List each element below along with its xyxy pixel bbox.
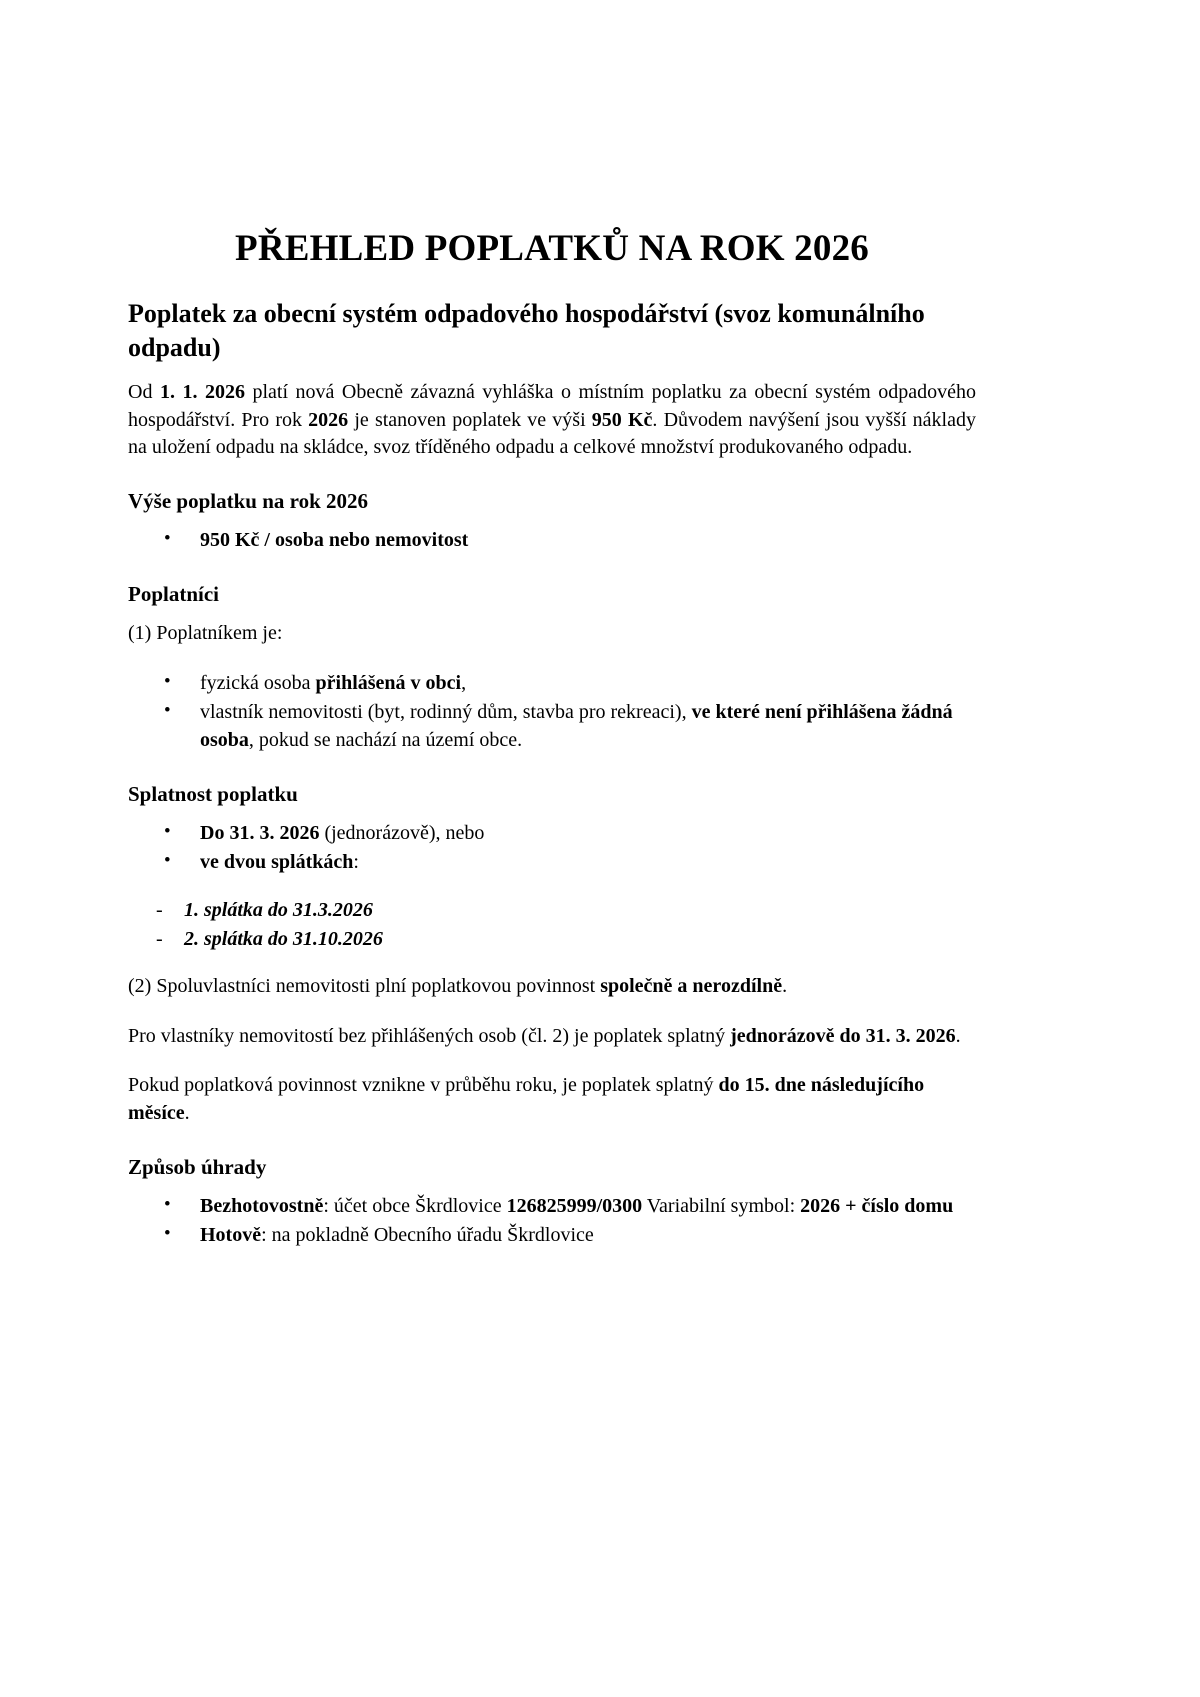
coowners-bold: společně a nerozdílně [600,975,783,998]
list-item [128,820,976,848]
list-item [128,670,976,698]
payment-transfer-label: Bezhotovostně [200,1194,324,1217]
paragraph-coowners [128,973,976,1001]
document-content [128,228,976,1270]
due-2-seg-1: : [353,851,359,874]
payment-account-number: 126825999/0300 [506,1194,643,1217]
payment-cash-label: Hotově [200,1224,262,1247]
payment-cash-seg-1: : na pokladně Obecního úřadu Škrdlovice [261,1224,594,1247]
owners-seg-1: Pro vlastníky nemovitostí bez přihlášených osob (čl. 2) je poplatek splatný [128,1024,731,1047]
list-item [128,849,976,877]
section-heading-waste-fee: Poplatek za obecní systém odpadového hospodářství (svoz komunálního odpadu) [128,298,925,362]
due-date-list [128,820,976,877]
intro-seg-3: je stanoven poplatek ve výši [348,408,592,431]
subheading-due-date: Splatnost poplatku [128,781,298,806]
list-item [128,527,976,555]
payment-method-list [128,1193,976,1250]
intro-bold-amount: 950 Kč [591,408,653,431]
payment-variable-symbol: 2026 + číslo domu [800,1194,954,1217]
list-item [128,1193,976,1221]
due-1-seg-1: (jednorázově), nebo [319,821,485,844]
payers-intro: (1) Poplatníkem je: [128,622,283,645]
payer-1-seg-1: fyzická osoba [200,671,316,694]
paragraph-midyear [128,1072,976,1127]
intro-bold-year: 2026 [308,408,349,431]
payment-transfer-seg-2: Variabilní symbol: [642,1194,801,1217]
intro-seg-2: platí nová Obecně závazná vyhláška o místním poplatku za obecní systém odpadového hospodářství. Pro rok [128,381,976,431]
due-2-bold: ve dvou splátkách [200,851,354,874]
intro-seg-1: Od [128,381,160,404]
payer-2-seg-2: , pokud se nachází na území obce. [248,728,523,751]
list-item: - 1. splátka do 31.3.2026 [128,897,976,925]
midyear-bold: do 15. dne následujícího měsíce [128,1074,925,1124]
subheading-payers: Poplatníci [128,581,220,606]
owners-seg-2: . [955,1024,961,1047]
payer-1-bold: přihlášená v obci [315,671,462,694]
midyear-seg-1: Pokud poplatková povinnost vznikne v průběhu roku, je poplatek splatný [128,1074,719,1097]
intro-bold-date: 1. 1. 2026 [159,381,245,404]
intro-seg-4: . Důvodem navýšení jsou vyšší náklady na uložení odpadu na skládce, svoz tříděného odpadu a celkové množství produkovaného odpadu. [128,408,976,459]
installments-list [128,897,976,953]
fee-amount-list [128,527,976,555]
list-item [128,1222,976,1250]
payers-list [128,670,976,755]
payer-1-seg-2: , [461,671,467,694]
payer-2-bold: ve které není přihlášena žádná osoba [200,701,953,751]
midyear-seg-2: . [184,1101,190,1124]
due-1-bold: Do 31. 3. 2026 [200,821,320,844]
payment-transfer-seg-1: : účet obce Škrdlovice [323,1194,507,1217]
list-item: - 2. splátka do 31.10.2026 [128,926,976,954]
subheading-fee-amount: Výše poplatku na rok 2026 [128,488,369,513]
intro-paragraph [128,379,976,462]
owners-bold: jednorázově do 31. 3. 2026 [730,1024,956,1047]
coowners-seg-2: . [782,975,788,998]
page-title: PŘEHLED POPLATKŮ NA ROK 2026 [235,228,869,269]
fee-amount-value: 950 Kč / osoba nebo nemovitost [200,529,469,552]
list-item [128,699,976,754]
subheading-payment-method: Způsob úhrady [128,1154,267,1179]
coowners-seg-1: (2) Spoluvlastníci nemovitosti plní poplatkovou povinnost [128,975,601,998]
payer-2-seg-1: vlastník nemovitosti (byt, rodinný dům, stavba pro rekreaci), [200,701,692,724]
paragraph-owners [128,1023,976,1051]
